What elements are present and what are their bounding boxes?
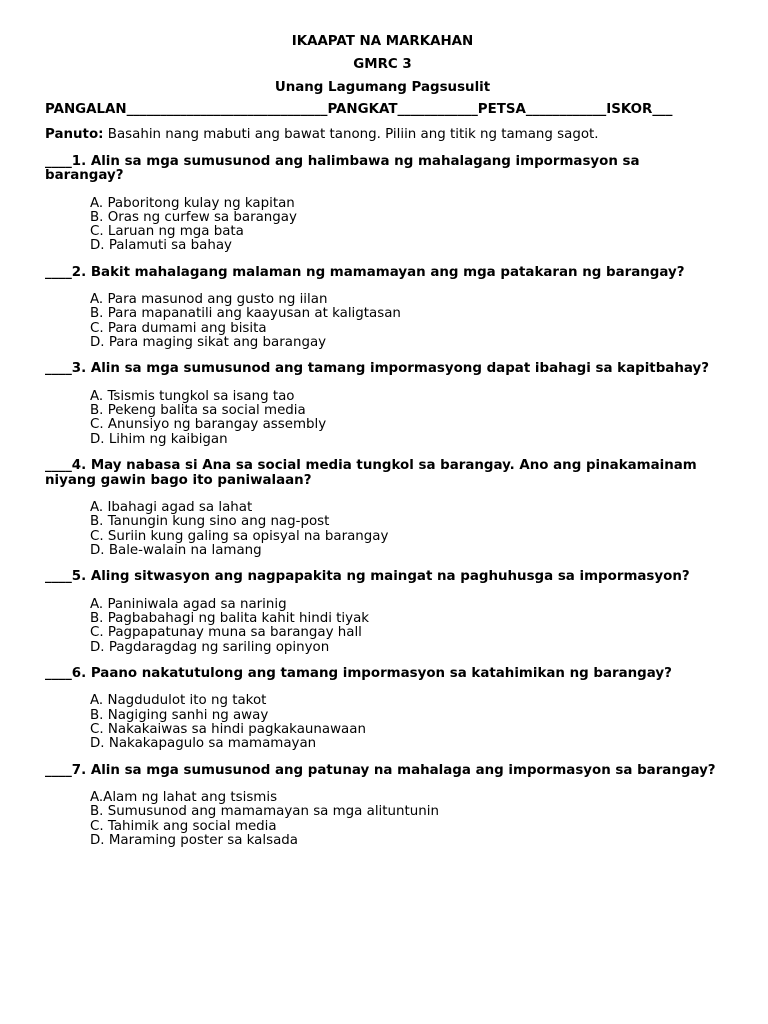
question-text: ____1. Alin sa mga sumusunod ang halimbawa ng mahalagang impormasyon sa barangay? (45, 153, 640, 183)
question-4 (45, 459, 720, 558)
choice-a: A.Alam ng lahat ang tsismis (90, 790, 278, 806)
choice-c: C. Suriin kung galing sa opisyal na barangay (90, 528, 389, 544)
question-3 (45, 362, 720, 447)
student-info-line: PANGALAN______________________________PANGKAT____________PETSA____________ISKOR___ (45, 102, 673, 117)
test-title: Unang Lagumang Pagsusulit (274, 80, 491, 95)
choice-a: A. Ibahagi agad sa lahat (90, 500, 253, 516)
choice-list (90, 791, 720, 848)
choice-b: B. Pagbabahagi ng balita kahit hindi tiyak (90, 611, 370, 627)
choice-d: D. Maraming poster sa kalsada (90, 833, 298, 849)
choice-b: B. Sumusunod ang mamamayan sa mga alituntunin (90, 804, 439, 820)
question-text: ____4. May nabasa si Ana sa social media tungkol sa barangay. Ano ang pinakamainam niyang gawin bago ito paniwalaan? (45, 458, 697, 488)
question-text: ____6. Paano nakatutulong ang tamang impormasyon sa katahimikan ng barangay? (45, 665, 672, 681)
choice-a: A. Para masunod ang gusto ng iilan (90, 292, 328, 308)
question-6 (45, 667, 720, 752)
question-text: ____2. Bakit mahalagang malaman ng mamamayan ang mga patakaran ng barangay? (45, 264, 685, 280)
choice-d: D. Nakakapagulo sa mamamayan (90, 736, 317, 752)
question-5 (45, 570, 720, 655)
question-1 (45, 155, 720, 254)
choice-a: A. Paniniwala agad sa narinig (90, 596, 287, 612)
choice-list (90, 694, 720, 751)
choice-c: C. Para dumami ang bisita (90, 320, 267, 336)
choice-list (90, 293, 720, 350)
choice-b: B. Oras ng curfew sa barangay (90, 209, 297, 225)
question-text: ____3. Alin sa mga sumusunod ang tamang impormasyong dapat ibahagi sa kapitbahay? (45, 361, 709, 377)
choice-b: B. Para mapanatili ang kaayusan at kaligtasan (90, 306, 401, 322)
question-text: ____5. Aling sitwasyon ang nagpapakita ng maingat na paghuhusga sa impormasyon? (45, 569, 690, 585)
choice-a: A. Tsismis tungkol sa isang tao (90, 388, 295, 404)
instructions (45, 127, 720, 143)
question-2 (45, 266, 720, 351)
choice-b: B. Pekeng balita sa social media (90, 403, 306, 419)
question-text: ____7. Alin sa mga sumusunod ang patunay na mahalaga ang impormasyon sa barangay? (45, 762, 716, 778)
choice-list (90, 197, 720, 254)
choice-d: D. Pagdaragdag ng sariling opinyon (90, 639, 330, 655)
choice-c: C. Nakakaiwas sa hindi pagkakaunawaan (90, 722, 366, 738)
choice-d: D. Lihim ng kaibigan (90, 431, 228, 447)
instructions-label: Panuto: (45, 126, 104, 142)
choice-d: D. Bale-walain na lamang (90, 542, 262, 558)
choice-list (90, 598, 720, 655)
instructions-text: Basahin nang mabuti ang bawat tanong. Piliin ang titik ng tamang sagot. (103, 126, 599, 142)
choice-c: C. Pagpapatunay muna sa barangay hall (90, 625, 362, 641)
choice-d: D. Para maging sikat ang barangay (90, 335, 327, 351)
choice-b: B. Nagiging sanhi ng away (90, 707, 269, 723)
question-7 (45, 764, 720, 849)
subject-heading: GMRC 3 (353, 57, 412, 72)
choice-c: C. Laruan ng mga bata (90, 224, 244, 240)
choice-list (90, 390, 720, 447)
choice-a: A. Nagdudulot ito ng takot (90, 693, 267, 709)
choice-c: C. Anunsiyo ng barangay assembly (90, 417, 327, 433)
choice-d: D. Palamuti sa bahay (90, 238, 232, 254)
choice-a: A. Paboritong kulay ng kapitan (90, 195, 295, 211)
choice-list (90, 501, 720, 558)
choice-b: B. Tanungin kung sino ang nag-post (90, 514, 330, 530)
quarter-heading: IKAAPAT NA MARKAHAN (291, 34, 474, 49)
choice-c: C. Tahimik ang social media (90, 818, 277, 834)
